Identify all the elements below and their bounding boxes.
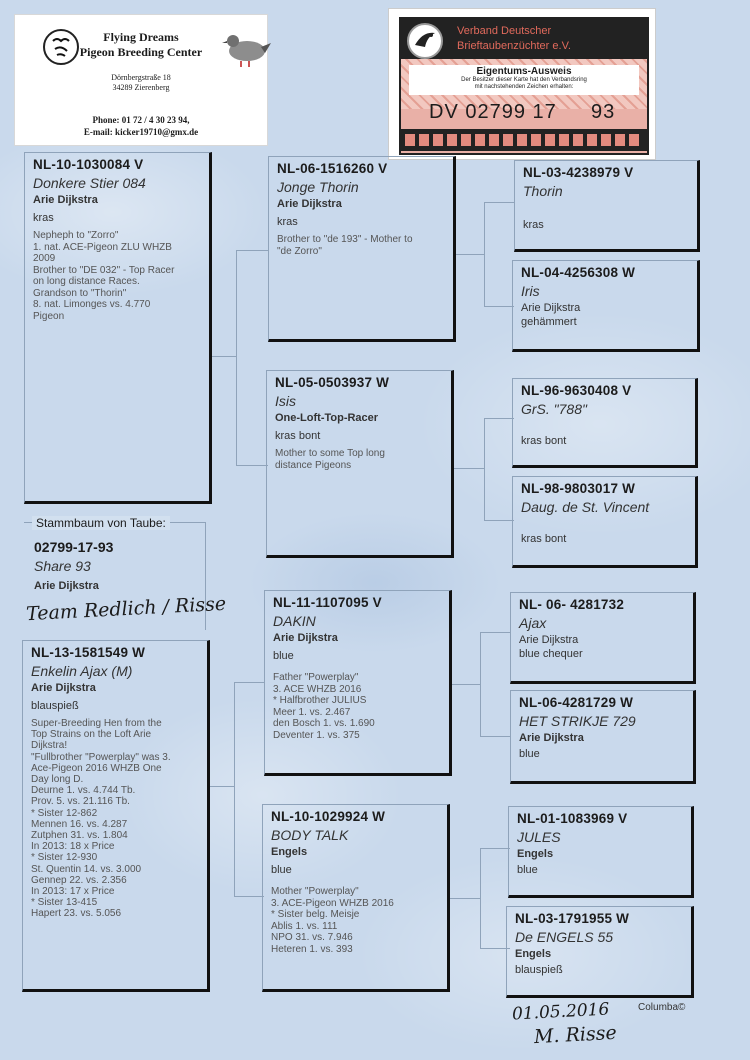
connector (208, 786, 235, 787)
connector (484, 202, 514, 203)
subject-ring: 02799-17-93 (34, 539, 114, 555)
ring-number: NL-10-1029924 W (271, 809, 386, 824)
ring-number: NL-03-1791955 W (515, 911, 630, 926)
ring-number: NL-01-1083969 V (517, 811, 628, 826)
color: blue (519, 748, 540, 760)
mf-dam-box (510, 690, 696, 784)
breeder: Arie Dijkstra (273, 632, 338, 644)
connector (210, 356, 237, 357)
connector (234, 896, 264, 897)
breeder: Arie Dijkstra (33, 194, 98, 206)
vdt-ring-suffix: 93 (591, 101, 616, 123)
ring-number: NL-10-1030084 V (33, 157, 144, 172)
pigeon-name: Thorin (523, 183, 563, 199)
breeder: Arie Dijkstra (31, 682, 96, 694)
vdt-title-1: Verband Deutscher (457, 25, 552, 37)
vdt-bottom-pattern (405, 134, 643, 146)
notes: Nepheph to "Zorro" 1. nat. ACE-Pigeon ZLU WHZB 2009 Brother to "DE 032" - Top Racer on long distance Races. Grandson to "Thorin" 8. nat. Limonges vs. 4.770 Pigeon (33, 230, 175, 322)
ring-number: NL- 06- 4281732 (519, 597, 625, 612)
subject-name: Share 93 (34, 558, 91, 574)
ring-number: NL-03-4238979 V (523, 165, 634, 180)
notes: Mother "Powerplay" 3. ACE-Pigeon WHZB 2016 * Sister belg. Meisje Ablis 1. vs. 111 NPO 31. vs. 7.946 Heteren 1. vs. 393 (271, 886, 394, 955)
connector (234, 682, 264, 683)
color: kras bont (521, 435, 567, 447)
father-sire-box (268, 156, 456, 342)
breeder-name: Flying Dreams (103, 30, 179, 44)
mm-sire-box (508, 806, 694, 898)
ownership-card (388, 8, 656, 160)
fm-dam-box (512, 476, 698, 568)
color: kras bont (275, 430, 321, 442)
connector (480, 848, 510, 849)
ring-number: NL-98-9803017 W (521, 481, 636, 496)
color: gehämmert (521, 316, 577, 328)
connector (454, 254, 484, 255)
color: kras (33, 212, 54, 224)
vdt-ring-number: DV 02799 17 (429, 101, 557, 123)
breeder-card (14, 14, 268, 146)
connector (484, 418, 485, 520)
ring-number: NL-96-9630408 V (521, 383, 632, 398)
connector (484, 418, 514, 419)
ring-number: NL-11-1107095 V (273, 595, 382, 610)
ff-dam-box (512, 260, 700, 352)
pigeon-name: Daug. de St. Vincent (521, 499, 650, 515)
breeder-email: E-mail: kicker19710@gmx.de (83, 127, 199, 137)
subject-breeder: Arie Dijkstra (34, 580, 99, 592)
footer-date: 01.05.2016 (511, 999, 610, 1025)
vdt-subtext-1: Der Besitzer dieser Karte hat den Verbandsring (461, 77, 587, 83)
ring-number: NL-13-1581549 W (31, 645, 146, 660)
pigeon-name: DAKIN (273, 613, 316, 629)
breeder-street: Dörnbergstraße 18 (111, 73, 171, 82)
pigeon-name: HET STRIKJE 729 (519, 713, 636, 729)
ring-number: NL-05-0503937 W (275, 375, 390, 390)
vdt-title-2: Brieftaubenzüchter e.V. (457, 40, 571, 52)
connector (480, 848, 481, 948)
connector (484, 520, 514, 521)
notes: Super-Breeding Hen from the Top Strains on the Loft Arie Dijkstra! "Fullbrother "Powerplay" was 3. Ace-Pigeon 2016 WHZB One Day long D. Deurne 1. vs. 4.744 Tb. Prov. 5. vs. 21.116 Tb. * Sister 12-862 Mennen 16. vs. 4.287 Zutphen 31. vs. 1.804 In 2013: 18 x Price * Sister 12-930 St. Quentin 14. vs. 3.000 Gennep 22. vs. 2.356 In 2013: 17 x Price * Sister 13-415 Hapert 23. vs. 5.056 (31, 718, 171, 920)
color: kras (523, 219, 544, 231)
breeder-center: Pigeon Breeding Center (79, 45, 203, 59)
ff-sire-box (514, 160, 700, 252)
pigeon-name: Ajax (519, 615, 547, 631)
ring-number: NL-06-4281729 W (519, 695, 634, 710)
breeder: Engels (515, 948, 552, 960)
vdt-subtext-2: mit nachstehenden Zeichen erhalten: (474, 84, 574, 90)
father-dam-box (266, 370, 454, 558)
connector (448, 898, 480, 899)
pigeon-name: De ENGELS 55 (515, 929, 614, 945)
color: blue chequer (519, 648, 583, 660)
mf-sire-box (510, 592, 696, 684)
connector (234, 682, 235, 896)
connector (480, 736, 510, 737)
mother-dam-box (262, 804, 450, 992)
pigeon-name: Isis (275, 393, 296, 409)
father-box (24, 152, 212, 504)
footer-signature: M. Risse (533, 1021, 618, 1049)
color: blue (271, 864, 292, 876)
connector (236, 465, 268, 466)
connector (236, 250, 237, 465)
pigeon-name: Jonge Thorin (277, 179, 359, 195)
breeder: One-Loft-Top-Racer (275, 412, 379, 424)
breeder: Engels (271, 846, 308, 858)
color: kras bont (521, 533, 567, 545)
pigeon-name: Donkere Stier 084 (33, 175, 146, 191)
breeder: Arie Dijkstra (277, 198, 342, 210)
ring-number: NL-04-4256308 W (521, 265, 636, 280)
notes: Brother to "de 193" - Mother to "de Zorro" (277, 234, 413, 257)
connector (450, 684, 480, 685)
pigeon-name: BODY TALK (271, 827, 349, 843)
color: blauspieß (31, 700, 79, 712)
color: blue (273, 650, 294, 662)
breeder: Arie Dijkstra (519, 634, 579, 646)
software-credit: Columba© (638, 1002, 686, 1013)
team-signature: Team Redlich / Risse (25, 592, 227, 626)
notes: Father "Powerplay" 3. ACE WHZB 2016 * Halfbrother JULIUS Meer 1. vs. 2.467 den Bosch 1. vs. 1.690 Deventer 1. vs. 375 (273, 672, 375, 741)
color: blauspieß (515, 964, 563, 976)
connector (480, 632, 510, 633)
breeder-city: 34289 Zierenberg (112, 83, 170, 92)
pigeon-name: Iris (521, 283, 540, 299)
fm-sire-box (512, 378, 698, 468)
breeder: Arie Dijkstra (519, 732, 584, 744)
mother-box (22, 640, 210, 992)
notes: Mother to some Top long distance Pigeons (275, 448, 385, 471)
mother-sire-box (264, 590, 452, 776)
connector (452, 468, 484, 469)
pigeon-name: Enkelin Ajax (M) (31, 663, 133, 679)
ring-number: NL-06-1516260 V (277, 161, 388, 176)
breeder: Engels (517, 848, 554, 860)
vdt-heading: Eigentums-Ausweis (476, 66, 572, 77)
pigeon-name: GrS. "788" (521, 401, 587, 417)
connector (484, 202, 485, 306)
breeder: Arie Dijkstra (521, 302, 581, 314)
color: kras (277, 216, 298, 228)
breeder-phone: Phone: 01 72 / 4 30 23 94, (92, 115, 190, 125)
pigeon-name: JULES (517, 829, 561, 845)
mm-dam-box (506, 906, 694, 998)
connector (484, 306, 514, 307)
color: blue (517, 864, 538, 876)
connector (236, 250, 268, 251)
vdt-logo-icon (407, 23, 443, 59)
subject-label: Stammbaum von Taube: (32, 516, 170, 530)
connector (480, 632, 481, 736)
